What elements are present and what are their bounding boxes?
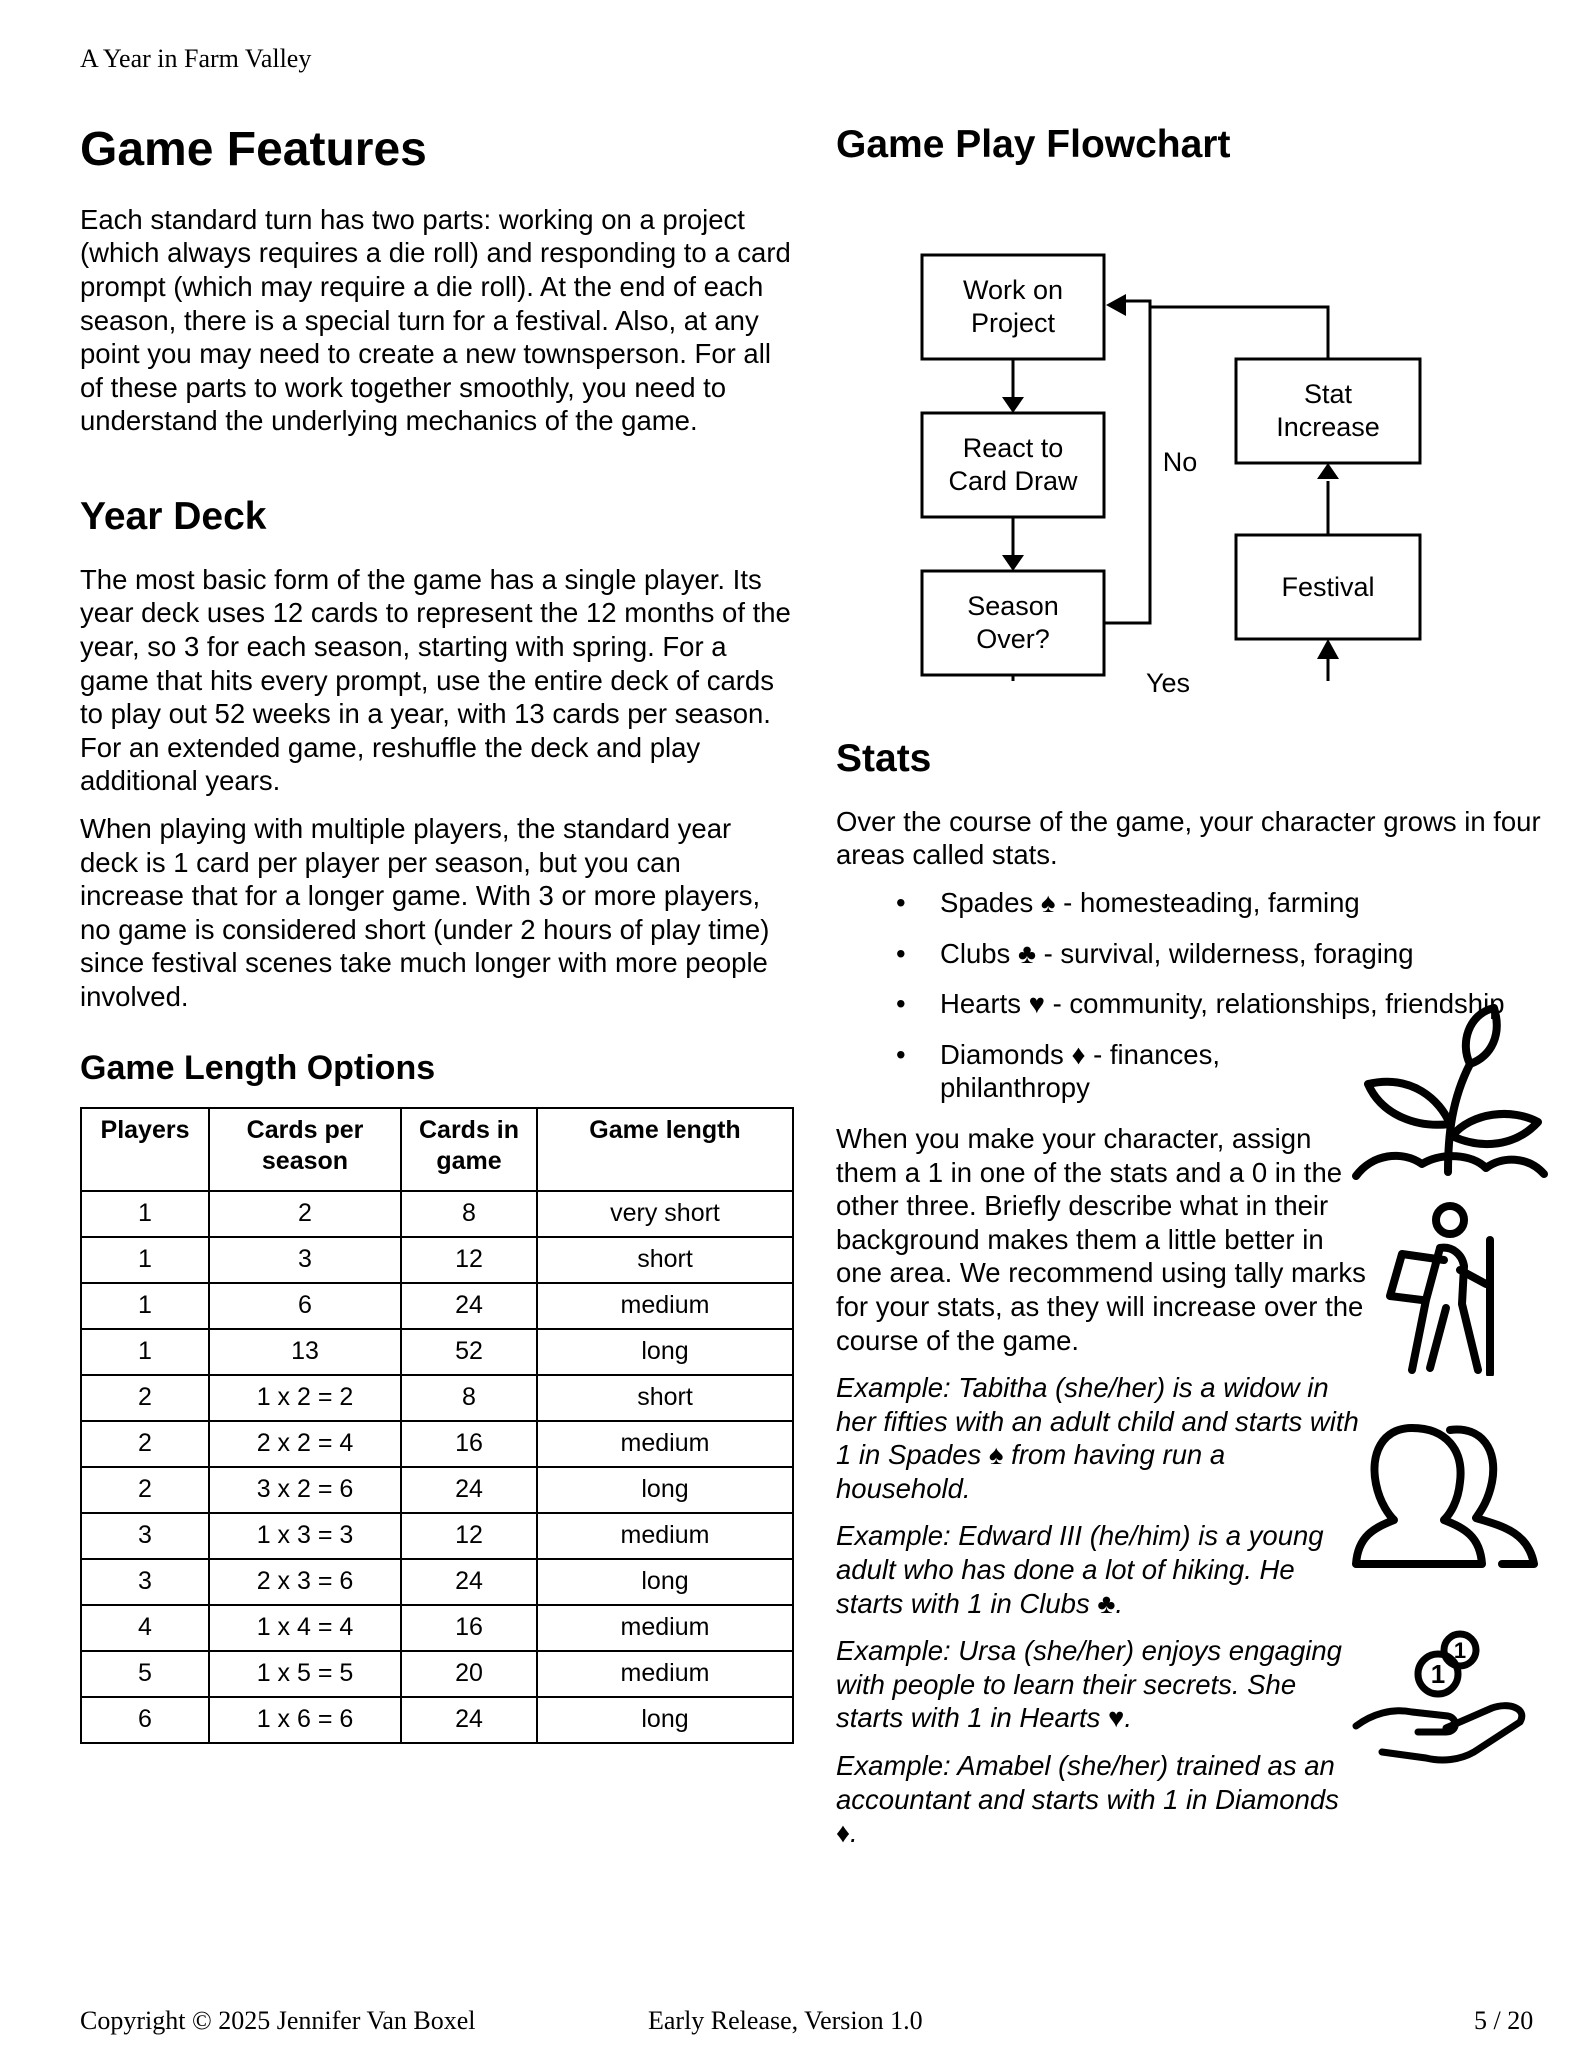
table-cell: medium <box>537 1513 793 1559</box>
table-cell: 2 x 3 = 6 <box>209 1559 401 1605</box>
table-cell: very short <box>537 1191 793 1237</box>
arrowhead <box>1106 294 1126 316</box>
edition: Early Release, Version 1.0 <box>648 2006 923 2035</box>
table-cell: 24 <box>401 1559 537 1605</box>
flowchart-heading: Game Play Flowchart <box>836 123 1231 166</box>
list-item: • Spades ♠ - homesteading, farming <box>896 886 1556 920</box>
table-cell: 3 <box>81 1513 209 1559</box>
table-cell: 16 <box>401 1605 537 1651</box>
table-cell: 1 <box>81 1191 209 1237</box>
coins-hand-icon <box>1352 1628 1532 1768</box>
flow-label: Over? <box>976 623 1050 654</box>
table-row <box>81 1329 793 1375</box>
table-row <box>81 1559 793 1605</box>
table-cell: short <box>537 1375 793 1421</box>
table-cell: 6 <box>81 1697 209 1743</box>
hiker-icon <box>1382 1200 1512 1376</box>
flow-label: Festival <box>1281 571 1375 602</box>
game-features-heading: Game Features <box>80 123 427 176</box>
table-cell: long <box>537 1559 793 1605</box>
table-row <box>81 1651 793 1697</box>
table-cell: 1 x 2 = 2 <box>209 1375 401 1421</box>
table-cell: 1 <box>81 1283 209 1329</box>
table-row <box>81 1191 793 1237</box>
table-cell: medium <box>537 1651 793 1697</box>
table-cell: 6 <box>209 1283 401 1329</box>
table-row <box>81 1283 793 1329</box>
work-on-project-box <box>922 255 1104 359</box>
example-edward: Example: Edward III (he/him) is a young adult who has done a lot of hiking. He starts with 1 in Clubs ♣. <box>836 1520 1324 1619</box>
arrowhead <box>1002 555 1024 571</box>
table-cell: medium <box>537 1605 793 1651</box>
table-cell: 1 x 4 = 4 <box>209 1605 401 1651</box>
stat-increase-box <box>1236 359 1420 463</box>
table-cell: 1 x 6 = 6 <box>209 1697 401 1743</box>
people-icon <box>1352 1420 1538 1570</box>
table-cell: 52 <box>401 1329 537 1375</box>
arrow-stat-to-work <box>1150 307 1328 359</box>
table-cell: 1 <box>81 1329 209 1375</box>
column-header: Cards per season <box>209 1108 401 1191</box>
coin-label: 1 <box>1430 1659 1446 1689</box>
table-row <box>81 1237 793 1283</box>
table-cell: 20 <box>401 1651 537 1697</box>
column-header: Cards in game <box>401 1108 537 1191</box>
flow-label: Season <box>967 590 1059 621</box>
table-row <box>81 1513 793 1559</box>
table-row <box>81 1467 793 1513</box>
game-play-flowchart <box>836 181 1556 681</box>
flow-label: React to <box>962 432 1064 463</box>
stats-intro: Over the course of the game, your character grows in four areas called stats. <box>836 805 1541 871</box>
table-cell: 4 <box>81 1605 209 1651</box>
left-column <box>80 124 792 1744</box>
table-cell: 12 <box>401 1237 537 1283</box>
make-character-paragraph: When you make your character, assign them a 1 in one of the stats and a 0 in the other three. Briefly describe what in their background makes them a little better in one area. We recommend using tally marks for your stats, as they will increase over the course of the game. <box>836 1122 1366 1356</box>
table-cell: 2 <box>81 1375 209 1421</box>
table-row <box>81 1605 793 1651</box>
table-cell: long <box>537 1329 793 1375</box>
page-number: 5 / 20 <box>1474 2006 1534 2035</box>
arrowhead <box>1317 463 1339 479</box>
table-cell: long <box>537 1697 793 1743</box>
react-to-card-draw-box <box>922 413 1104 517</box>
flow-label: Work on <box>962 274 1064 305</box>
table-cell: long <box>537 1467 793 1513</box>
list-item: • Hearts ♥ - community, relationships, friendship <box>896 987 1556 1021</box>
game-features-paragraph: Each standard turn has two parts: working on a project (which always requires a die roll) and responding to a card prompt (which may require a die roll). At the end of each season, there is a special turn for a festival. Also, at any point you may need to create a new townsperson. For all of these parts to work together smoothly, you need to understand the underlying mechanics of the game. <box>80 203 791 437</box>
table-cell: 1 x 5 = 5 <box>209 1651 401 1697</box>
table-cell: 3 x 2 = 6 <box>209 1467 401 1513</box>
table-cell: 13 <box>209 1329 401 1375</box>
copyright: Copyright © 2025 Jennifer Van Boxel <box>80 2006 476 2035</box>
table-cell: short <box>537 1237 793 1283</box>
table-cell: medium <box>537 1421 793 1467</box>
year-deck-paragraph-2: When playing with multiple players, the standard year deck is 1 card per player per season, but you can increase that for a longer game. With 3 or more players, no game is considered short (under 2 hours of play time) since festival scenes take much longer with more people involved. <box>80 813 770 1012</box>
example-ursa: Example: Ursa (she/her) enjoys engaging with people to learn their secrets. She starts with 1 in Hearts ♥. <box>836 1635 1342 1734</box>
table-row <box>81 1697 793 1743</box>
right-column <box>836 124 1556 1864</box>
column-header: Game length <box>537 1108 793 1191</box>
table-cell: 12 <box>401 1513 537 1559</box>
column-header: Players <box>81 1108 209 1191</box>
stats-heading: Stats <box>836 736 932 780</box>
no-label: No <box>1162 446 1198 477</box>
game-length-heading: Game Length Options <box>80 1048 436 1087</box>
flow-label: Increase <box>1276 411 1380 442</box>
coin-label: 1 <box>1453 1638 1467 1663</box>
flow-label: Stat <box>1303 378 1353 409</box>
table-cell: 5 <box>81 1651 209 1697</box>
table-cell: 24 <box>401 1697 537 1743</box>
table-cell: 2 <box>81 1467 209 1513</box>
running-title: A Year in Farm Valley <box>80 44 312 73</box>
table-cell: 3 <box>81 1559 209 1605</box>
table-cell: 8 <box>401 1375 537 1421</box>
arrow-no-loop <box>1104 301 1150 623</box>
yes-label: Yes <box>1146 667 1191 698</box>
arrowhead <box>1317 639 1339 659</box>
table-cell: 2 <box>81 1421 209 1467</box>
list-item: • Clubs ♣ - survival, wilderness, foraging <box>896 937 1556 971</box>
example-amabel: Example: Amabel (she/her) trained as an accountant and starts with 1 in Diamonds ♦. <box>836 1750 1339 1849</box>
flow-label: Card Draw <box>948 465 1078 496</box>
year-deck-paragraph-1: The most basic form of the game has a single player. Its year deck uses 12 cards to represent the 12 months of the year, so 3 for each season, starting with spring. For a game that hits every prompt, use the entire deck of cards to play out 52 weeks in a year, with 13 cards per season. For an extended game, reshuffle the deck and play additional years. <box>80 563 791 797</box>
table-header-row <box>81 1108 793 1191</box>
table-cell: 2 x 2 = 4 <box>209 1421 401 1467</box>
flow-label: Project <box>970 307 1056 338</box>
table-cell: 24 <box>401 1283 537 1329</box>
table-cell: 1 <box>81 1237 209 1283</box>
game-length-table <box>80 1107 794 1744</box>
list-item: • Diamonds ♦ - finances, philanthropy <box>896 1038 1240 1105</box>
example-tabitha: Example: Tabitha (she/her) is a widow in her fifties with an adult child and starts with 1 in Spades ♠ from having run a household. <box>836 1372 1359 1504</box>
table-cell: 3 <box>209 1237 401 1283</box>
table-cell: 2 <box>209 1191 401 1237</box>
sprout-icon <box>1352 1004 1548 1180</box>
year-deck-heading: Year Deck <box>80 494 267 538</box>
season-over-box <box>922 571 1104 675</box>
table-cell: medium <box>537 1283 793 1329</box>
table-cell: 8 <box>401 1191 537 1237</box>
table-cell: 24 <box>401 1467 537 1513</box>
arrowhead <box>1002 397 1024 413</box>
table-row <box>81 1375 793 1421</box>
table-cell: 1 x 3 = 3 <box>209 1513 401 1559</box>
table-cell: 16 <box>401 1421 537 1467</box>
table-row <box>81 1421 793 1467</box>
